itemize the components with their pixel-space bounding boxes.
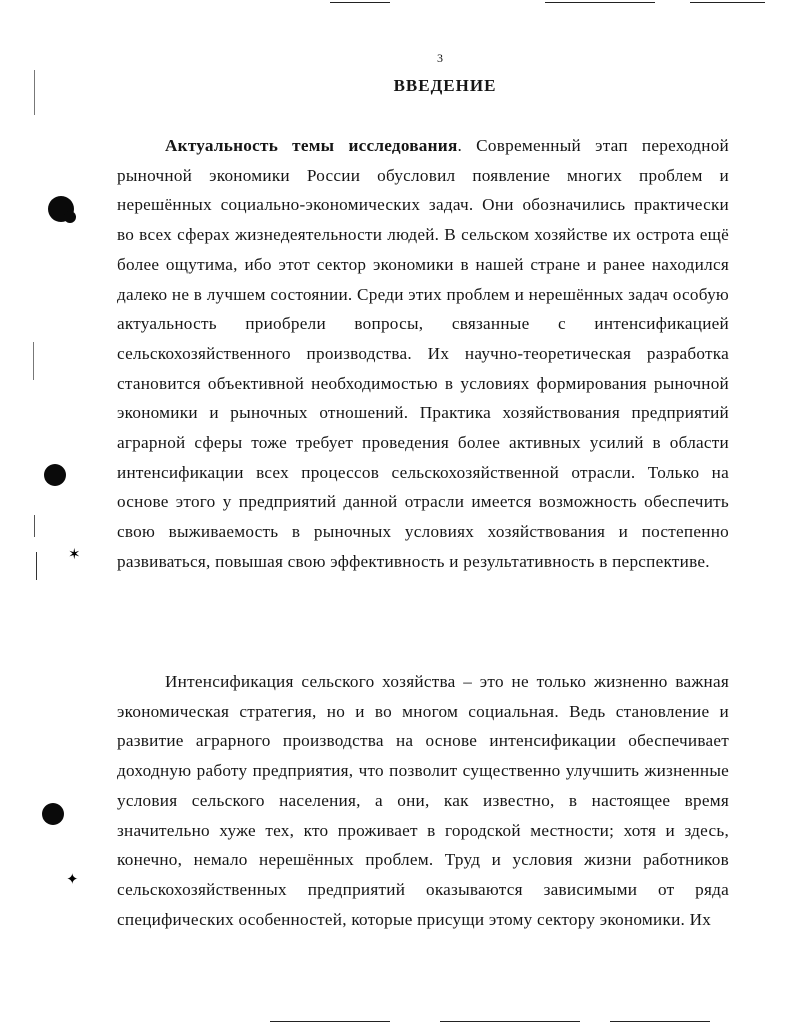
binder-hole [42, 803, 64, 825]
page-number: 3 [437, 51, 443, 65]
binder-hole [64, 211, 76, 223]
paragraph-text: Интенсификация сельского хозяйства – это не только жизненно важная экономическая стратегия, но и во многом социальная. Ведь становление и развитие аграрного производства на основе интенсификации обеспечивает доходную работу предприятия, что позволит существенно улучшить жизненные условия сельского населения, а они, как известно, в настоящее время значительно хуже тех, кто проживает в городской местности; хотя и здесь, конечно, немало нерешённых проблем. Труд и условия жизни работников сельскохозяйственных предприятий оказываются зависимыми от ряда специфических особенностей, которые присущи этому сектору экономики. Их [117, 672, 729, 929]
scan-bottom-rule [610, 1021, 710, 1022]
binder-hole [44, 464, 66, 486]
scan-speck: ✶ [68, 547, 81, 563]
scan-left-edge-mark [36, 552, 37, 580]
paragraph-lead: Актуальность темы исследования [165, 136, 458, 155]
scan-top-rule [545, 2, 655, 3]
scan-bottom-rule [440, 1021, 580, 1022]
scan-bottom-rule [270, 1021, 390, 1022]
scan-top-rule [690, 2, 765, 3]
scan-left-edge-mark [33, 342, 34, 380]
body-paragraph-1 [117, 131, 729, 577]
scan-top-rule [330, 2, 390, 3]
scan-speck: ✦ [66, 872, 79, 888]
section-title: ВВЕДЕНИЕ [393, 76, 497, 95]
body-paragraph-2 [117, 667, 729, 934]
scan-left-edge-mark [34, 515, 35, 537]
paragraph-body: . Современный этап переходной рыночной экономики России обусловил появление многих проблем и нерешённых социально-экономических задач. Они обозначились практически во всех сферах жизнедеятельности людей. В сельском хозяйстве их острота ещё более ощутима, ибо этот сектор экономики в нашей стране и ранее находился далеко не в лучшем состоянии. Среди этих проблем и нерешённых задач особую актуальность приобрели вопросы, связанные с интенсификацией сельскохозяйственного производства. Их научно-теоретическая разработка становится объективной необходимостью в условиях формирования рыночной экономики и рыночных отношений. Практика хозяйствования предприятий аграрной сферы тоже требует проведения более активных усилий в области интенсификации всех процессов сельскохозяйственной отрасли. Только на основе этого у предприятий данной отрасли имеется возможность обеспечить свою выживаемость в рыночных условиях хозяйствования и постепенно развиваться, повышая свою эффективность и результативность в перспективе. [117, 136, 729, 571]
paragraph-text [117, 131, 729, 577]
